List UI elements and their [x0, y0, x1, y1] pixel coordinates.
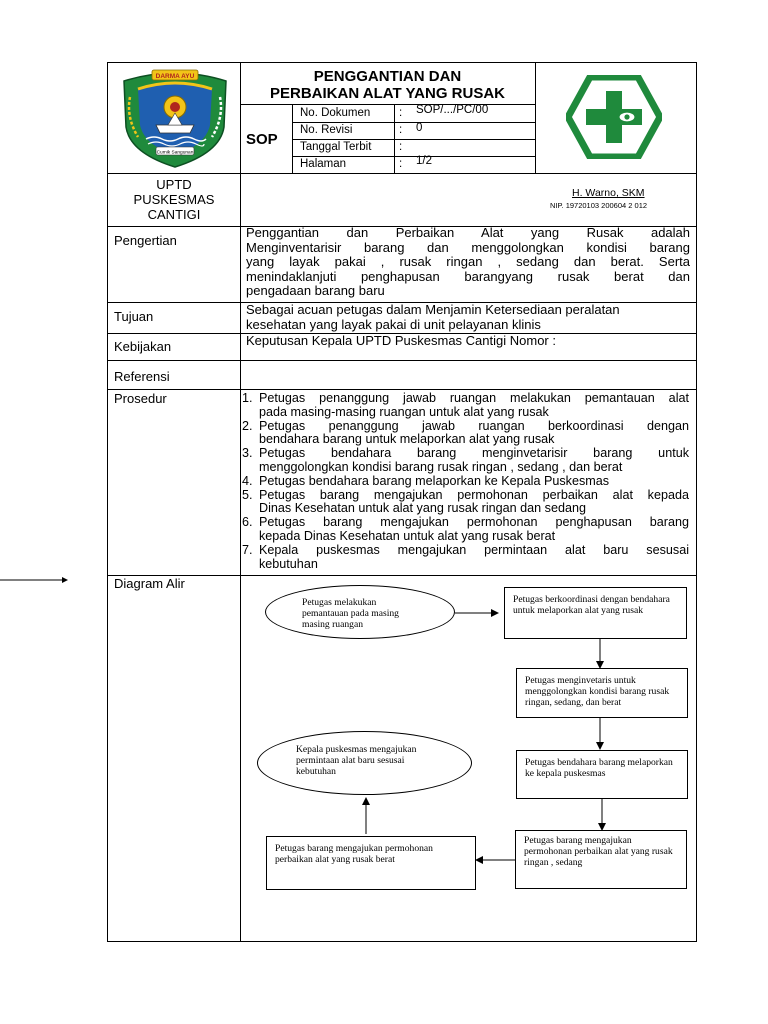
document-title-line2: PERBAIKAN ALAT YANG RUSAK — [269, 85, 506, 102]
step-line: menggolongkan kondisi barang rusak ringan , sedang , dan berat — [259, 459, 623, 474]
step-line: Petugas bendahara barang melaporkan ke Kepala Puskesmas — [259, 473, 610, 488]
section-label-referensi: Referensi — [114, 369, 170, 384]
tujuan-line: kesehatan yang layak pakai di unit pelayanan klinis — [246, 316, 541, 332]
section-body-tujuan — [246, 303, 690, 332]
section-label-diagram: Diagram Alir — [114, 576, 185, 591]
svg-text:Cumik Sangunan: Cumik Sangunan — [156, 150, 194, 156]
pengertian-line: menindaklanjuti penghapusan barangyang rusak berat dan — [246, 268, 690, 284]
flow-node-text: Petugas menginvetaris untuk menggolongkan kondisi barang rusak ringan, sedang, dan berat — [525, 675, 670, 708]
step-line: Petugas barang mengajukan permohonan penghapusan barang — [259, 515, 689, 530]
flow-node-text: Petugas melakukan pemantauan pada masing masing ruangan — [302, 597, 399, 630]
step-line: kepada Dinas Kesehatan untuk alat yang rusak berat — [259, 528, 556, 543]
prosedur-step — [242, 489, 689, 517]
flow-node-request-heavy — [266, 836, 476, 890]
tujuan-line: Sebagai acuan petugas dalam Menjamin Ketersediaan peralatan — [246, 302, 620, 317]
field-value-halaman: 1/2 — [416, 155, 432, 167]
step-number: 3. — [242, 446, 253, 461]
field-sep: : — [399, 124, 403, 136]
flow-node-request-repair — [515, 830, 687, 889]
step-line: kebutuhan — [259, 556, 318, 571]
field-label-tanggal-terbit: Tanggal Terbit — [300, 141, 372, 153]
pengertian-line: pengadaan barang baru — [246, 283, 385, 298]
field-label-no-revisi: No. Revisi — [300, 124, 353, 136]
section-label-kebijakan: Kebijakan — [114, 339, 172, 354]
step-number: 6. — [242, 515, 253, 530]
prosedur-step — [242, 392, 689, 420]
document-title — [240, 68, 535, 102]
field-sep: : — [399, 107, 403, 119]
flow-node-text: Petugas bendahara barang melaporkan ke kepala puskesmas — [525, 757, 673, 779]
flow-node-report — [516, 750, 688, 799]
field-sep: : — [399, 141, 403, 153]
step-number: 4. — [242, 473, 253, 488]
section-label-pengertian: Pengertian — [114, 233, 177, 248]
field-sep: : — [399, 158, 403, 170]
step-line: Dinas Kesehatan untuk alat yang rusak ringan dan sedang — [259, 501, 586, 516]
field-value-no-dokumen: SOP/.../PC/00 — [416, 104, 489, 116]
margin-arrow-icon — [0, 572, 70, 588]
prosedur-step — [242, 420, 689, 448]
flow-node-text: Petugas berkoordinasi dengan bendahara untuk melaporkan alat yang rusak — [513, 594, 670, 616]
flow-node-text: Petugas barang mengajukan permohonan perbaikan alat yang rusak ringan , sedang — [524, 835, 673, 868]
prosedur-step — [242, 516, 689, 544]
prosedur-step — [242, 544, 689, 572]
step-number: 2. — [242, 418, 253, 433]
flow-node-text: Petugas barang mengajukan permohonan perbaikan alat yang rusak berat — [275, 843, 433, 865]
org-name-line1: UPTD — [156, 177, 192, 192]
document-title-line1: PENGGANTIAN DAN — [313, 68, 462, 85]
step-number: 1. — [242, 391, 253, 405]
field-value-no-revisi: 0 — [416, 122, 423, 134]
prosedur-step — [242, 447, 689, 475]
step-number: 5. — [242, 487, 253, 502]
signatory-nip: NIP. 19720103 200604 2 012 — [550, 201, 648, 210]
flow-node-start — [265, 585, 455, 639]
org-name-line3: CANTIGI — [147, 207, 201, 222]
section-label-tujuan: Tujuan — [114, 309, 154, 324]
prosedur-list — [242, 392, 689, 571]
section-body-kebijakan: Keputusan Kepala UPTD Puskesmas Cantigi Nomor : — [246, 333, 556, 348]
step-line: Petugas penanggung jawab ruangan melakukan pemantauan alat — [259, 391, 689, 405]
org-logo — [116, 67, 234, 169]
flow-node-text: Kepala puskesmas mengajukan permintaan alat baru sesusai kebutuhan — [296, 744, 417, 777]
step-line: Petugas barang mengajukan permohonan perbaikan alat kepada — [259, 487, 689, 502]
org-name — [108, 177, 240, 222]
step-line: Petugas bendahara barang menginvetarisir barang untuk — [259, 446, 689, 461]
org-name-line2: PUSKESMAS — [133, 192, 215, 207]
step-line: Petugas penanggung jawab ruangan berkoordinasi dengan — [259, 418, 689, 433]
signatory-name: H. Warno, SKM — [572, 187, 645, 199]
step-line: Kepala puskesmas mengajukan permintaan alat baru sesusai — [259, 542, 689, 557]
puskesmas-logo — [566, 75, 662, 159]
pengertian-line: yang layak pakai , rusak ringan , sedang dan berat. Serta — [246, 254, 690, 269]
pengertian-line: Penggantian dan Perbaikan Alat yang Rusak adalah — [246, 225, 690, 240]
pengertian-line: Menginventarisir barang dan menggolongkan kondisi barang — [246, 239, 690, 255]
step-number: 7. — [242, 542, 253, 557]
step-line: pada masing-masing ruangan untuk alat yang rusak — [259, 404, 549, 419]
field-label-halaman: Halaman — [300, 158, 347, 170]
field-label-no-dokumen: No. Dokumen — [300, 107, 371, 119]
sop-label: SOP — [246, 131, 278, 148]
section-body-pengertian — [246, 226, 690, 299]
flow-node-coordinate — [504, 587, 687, 639]
svg-text:DARMA AYU: DARMA AYU — [155, 73, 195, 80]
section-label-prosedur: Prosedur — [114, 391, 167, 406]
prosedur-step — [242, 475, 689, 489]
flow-node-end — [257, 731, 472, 795]
step-line: bendahara barang untuk melaporkan alat yang rusak — [259, 432, 555, 447]
flow-node-inventory — [516, 668, 688, 718]
